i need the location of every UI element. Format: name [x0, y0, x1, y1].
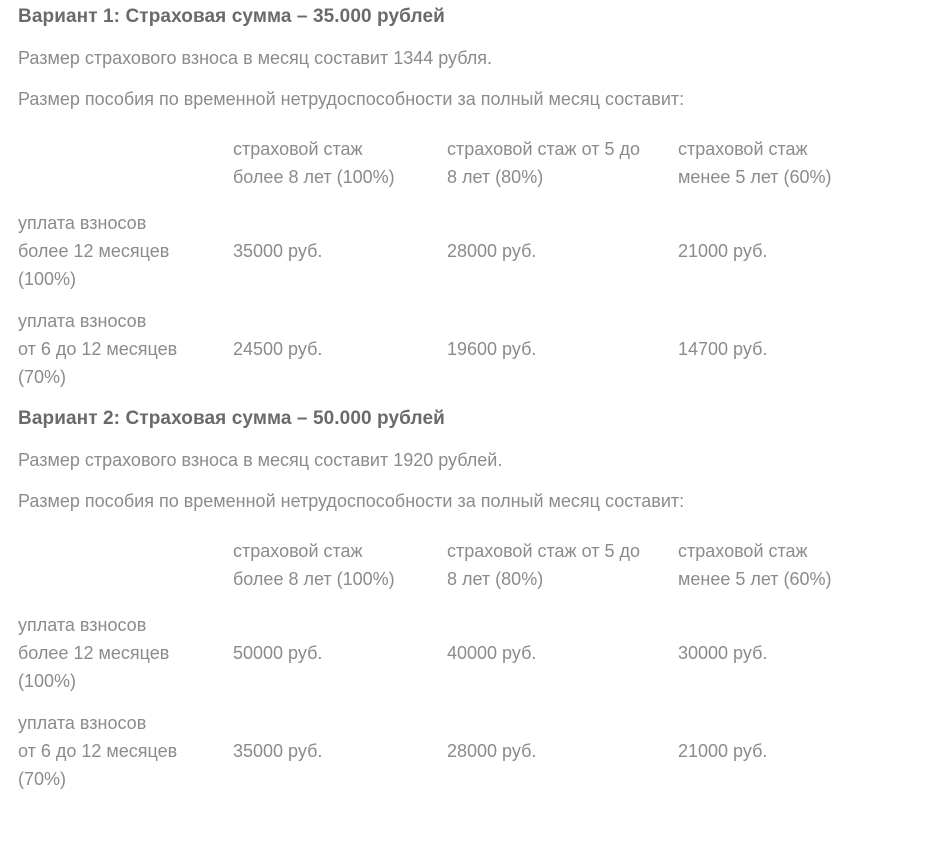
header-col-over-8-years: страховой стаж более 8 лет (100%)	[233, 139, 395, 187]
table-row	[18, 611, 907, 695]
table-header-row	[18, 537, 907, 593]
header-empty-cell	[18, 135, 233, 191]
variant-2-title: Вариант 2: Страховая сумма – 50.000 рублей	[18, 408, 445, 429]
amount-cell: 19600 руб.	[447, 339, 537, 359]
amount-cell: 24500 руб.	[233, 339, 323, 359]
amount-cell: 35000 руб.	[233, 741, 323, 761]
variant-1-premium-text: Размер страхового взноса в месяц составит 1344 рубля.	[18, 48, 493, 68]
header-col-under-5-years: страховой стаж менее 5 лет (60%)	[678, 139, 832, 187]
variant-1-section	[18, 3, 907, 391]
row-label: уплата взносов от 6 до 12 месяцев (70%)	[18, 311, 178, 387]
variant-1-title: Вариант 1: Страховая сумма – 35.000 рублей	[18, 6, 445, 27]
variant-2-premium-text: Размер страхового взноса в месяц составит 1920 рублей.	[18, 450, 503, 470]
amount-cell: 28000 руб.	[447, 741, 537, 761]
amount-cell: 21000 руб.	[678, 741, 768, 761]
variant-2-benefit-table	[18, 537, 907, 793]
variant-2-benefit-text: Размер пособия по временной нетрудоспособности за полный месяц составит:	[18, 491, 685, 511]
header-empty-cell	[18, 537, 233, 593]
amount-cell: 35000 руб.	[233, 241, 323, 261]
amount-cell: 40000 руб.	[447, 643, 537, 663]
header-col-under-5-years: страховой стаж менее 5 лет (60%)	[678, 541, 832, 589]
header-col-5-to-8-years: страховой стаж от 5 до 8 лет (80%)	[447, 139, 640, 187]
row-label: уплата взносов более 12 месяцев (100%)	[18, 213, 170, 289]
variant-2-section	[18, 405, 907, 793]
variant-1-benefit-table	[18, 135, 907, 391]
header-col-5-to-8-years: страховой стаж от 5 до 8 лет (80%)	[447, 541, 640, 589]
row-label: уплата взносов более 12 месяцев (100%)	[18, 615, 170, 691]
table-row	[18, 709, 907, 793]
table-row	[18, 209, 907, 293]
variant-1-benefit-text: Размер пособия по временной нетрудоспособности за полный месяц составит:	[18, 89, 685, 109]
header-col-over-8-years: страховой стаж более 8 лет (100%)	[233, 541, 395, 589]
amount-cell: 30000 руб.	[678, 643, 768, 663]
amount-cell: 14700 руб.	[678, 339, 768, 359]
table-row	[18, 307, 907, 391]
table-header-row	[18, 135, 907, 191]
amount-cell: 21000 руб.	[678, 241, 768, 261]
amount-cell: 50000 руб.	[233, 643, 323, 663]
amount-cell: 28000 руб.	[447, 241, 537, 261]
row-label: уплата взносов от 6 до 12 месяцев (70%)	[18, 713, 178, 789]
